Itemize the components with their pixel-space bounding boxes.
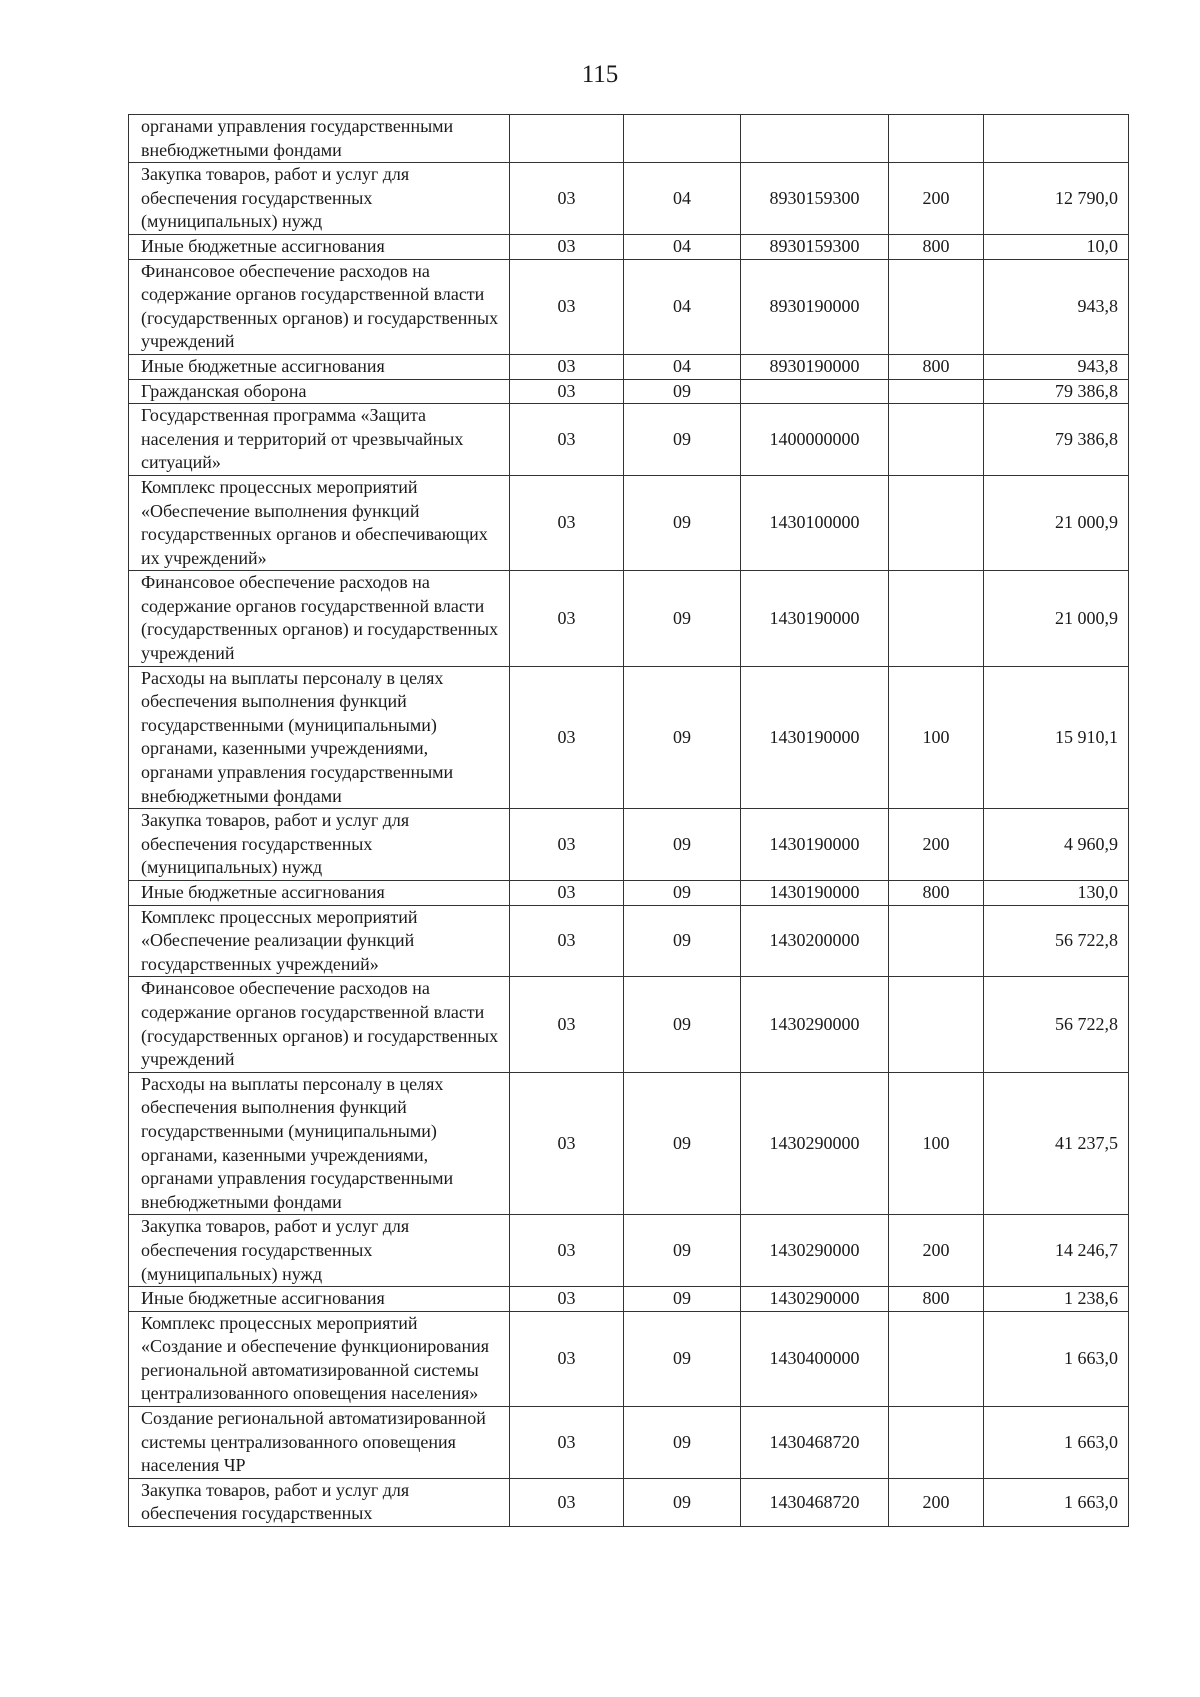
subsection-code-cell xyxy=(624,115,741,163)
expense-name-cell: Закупка товаров, работ и услуг для обеспечения государственных (муниципальных) нужд xyxy=(129,163,510,235)
section-code-cell: 03 xyxy=(510,881,624,906)
expense-type-code-cell: 800 xyxy=(889,234,984,259)
subsection-code-cell: 09 xyxy=(624,905,741,977)
target-item-code-cell: 1430100000 xyxy=(741,475,889,570)
expense-name-cell: Иные бюджетные ассигнования xyxy=(129,881,510,906)
amount-cell: 56 722,8 xyxy=(984,905,1129,977)
expense-type-code-cell xyxy=(889,977,984,1072)
table-row xyxy=(129,1407,1129,1479)
table-row xyxy=(129,905,1129,977)
expense-type-code-cell xyxy=(889,475,984,570)
page-number: 115 xyxy=(581,61,619,88)
target-item-code-cell: 1430290000 xyxy=(741,977,889,1072)
table-row xyxy=(129,809,1129,881)
expense-type-code-cell: 100 xyxy=(889,1072,984,1215)
table-row xyxy=(129,234,1129,259)
table-row xyxy=(129,571,1129,666)
expense-name-cell: Финансовое обеспечение расходов на содержание органов государственной власти (государственных органов) и государственных учреждений xyxy=(129,571,510,666)
table-row xyxy=(129,1215,1129,1287)
expense-name-cell: Закупка товаров, работ и услуг для обеспечения государственных xyxy=(129,1478,510,1526)
subsection-code-cell: 09 xyxy=(624,475,741,570)
subsection-code-cell: 09 xyxy=(624,881,741,906)
amount-cell: 130,0 xyxy=(984,881,1129,906)
expense-name-cell: Расходы на выплаты персоналу в целях обеспечения выполнения функций государственными (муниципальными) органами, казенными учреждениями, органами управления государственными внебюджетными фондами xyxy=(129,666,510,809)
subsection-code-cell: 04 xyxy=(624,234,741,259)
expense-name-cell: Иные бюджетные ассигнования xyxy=(129,1287,510,1312)
table-row xyxy=(129,1311,1129,1406)
expense-name-cell: Комплекс процессных мероприятий «Обеспечение выполнения функций государственных органов и обеспечивающих их учреждений» xyxy=(129,475,510,570)
expense-type-code-cell xyxy=(889,379,984,404)
target-item-code-cell: 1400000000 xyxy=(741,404,889,476)
expense-name-cell: органами управления государственными внебюджетными фондами xyxy=(129,115,510,163)
expense-name-cell: Финансовое обеспечение расходов на содержание органов государственной власти (государственных органов) и государственных учреждений xyxy=(129,977,510,1072)
target-item-code-cell: 1430468720 xyxy=(741,1407,889,1479)
target-item-code-cell: 1430200000 xyxy=(741,905,889,977)
section-code-cell: 03 xyxy=(510,571,624,666)
section-code-cell: 03 xyxy=(510,259,624,354)
expense-type-code-cell xyxy=(889,571,984,666)
subsection-code-cell: 09 xyxy=(624,1407,741,1479)
target-item-code-cell: 1430290000 xyxy=(741,1215,889,1287)
expense-type-code-cell xyxy=(889,404,984,476)
amount-cell xyxy=(984,115,1129,163)
amount-cell: 21 000,9 xyxy=(984,571,1129,666)
amount-cell: 56 722,8 xyxy=(984,977,1129,1072)
target-item-code-cell: 8930190000 xyxy=(741,259,889,354)
table-row xyxy=(129,977,1129,1072)
section-code-cell: 03 xyxy=(510,1287,624,1312)
target-item-code-cell: 8930190000 xyxy=(741,354,889,379)
table-row xyxy=(129,354,1129,379)
expense-name-cell: Государственная программа «Защита населения и территорий от чрезвычайных ситуаций» xyxy=(129,404,510,476)
expense-name-cell: Комплекс процессных мероприятий «Создание и обеспечение функционирования региональной автоматизированной системы централизованного оповещения населения» xyxy=(129,1311,510,1406)
section-code-cell: 03 xyxy=(510,404,624,476)
amount-cell: 10,0 xyxy=(984,234,1129,259)
amount-cell: 21 000,9 xyxy=(984,475,1129,570)
subsection-code-cell: 09 xyxy=(624,1215,741,1287)
section-code-cell: 03 xyxy=(510,354,624,379)
expense-type-code-cell xyxy=(889,1407,984,1479)
expense-name-cell: Расходы на выплаты персоналу в целях обеспечения выполнения функций государственными (муниципальными) органами, казенными учреждениями, органами управления государственными внебюджетными фондами xyxy=(129,1072,510,1215)
table-row xyxy=(129,163,1129,235)
amount-cell: 79 386,8 xyxy=(984,404,1129,476)
expense-type-code-cell: 200 xyxy=(889,163,984,235)
amount-cell: 12 790,0 xyxy=(984,163,1129,235)
expense-type-code-cell: 200 xyxy=(889,1215,984,1287)
amount-cell: 1 663,0 xyxy=(984,1311,1129,1406)
table-row xyxy=(129,259,1129,354)
section-code-cell xyxy=(510,115,624,163)
subsection-code-cell: 09 xyxy=(624,1478,741,1526)
target-item-code-cell: 1430190000 xyxy=(741,571,889,666)
amount-cell: 1 238,6 xyxy=(984,1287,1129,1312)
target-item-code-cell: 1430290000 xyxy=(741,1287,889,1312)
target-item-code-cell: 1430190000 xyxy=(741,666,889,809)
expense-name-cell: Закупка товаров, работ и услуг для обеспечения государственных (муниципальных) нужд xyxy=(129,809,510,881)
expense-type-code-cell xyxy=(889,259,984,354)
subsection-code-cell: 09 xyxy=(624,666,741,809)
section-code-cell: 03 xyxy=(510,1478,624,1526)
section-code-cell: 03 xyxy=(510,1407,624,1479)
section-code-cell: 03 xyxy=(510,1215,624,1287)
expense-name-cell: Создание региональной автоматизированной системы централизованного оповещения населения ЧР xyxy=(129,1407,510,1479)
table-row xyxy=(129,404,1129,476)
table-row xyxy=(129,1072,1129,1215)
section-code-cell: 03 xyxy=(510,379,624,404)
section-code-cell: 03 xyxy=(510,809,624,881)
target-item-code-cell: 1430190000 xyxy=(741,809,889,881)
target-item-code-cell: 1430190000 xyxy=(741,881,889,906)
subsection-code-cell: 04 xyxy=(624,163,741,235)
subsection-code-cell: 09 xyxy=(624,571,741,666)
section-code-cell: 03 xyxy=(510,905,624,977)
amount-cell: 1 663,0 xyxy=(984,1478,1129,1526)
subsection-code-cell: 04 xyxy=(624,354,741,379)
expense-type-code-cell: 800 xyxy=(889,1287,984,1312)
target-item-code-cell: 8930159300 xyxy=(741,163,889,235)
expense-name-cell: Финансовое обеспечение расходов на содержание органов государственной власти (государственных органов) и государственных учреждений xyxy=(129,259,510,354)
section-code-cell: 03 xyxy=(510,666,624,809)
expense-type-code-cell: 200 xyxy=(889,809,984,881)
section-code-cell: 03 xyxy=(510,977,624,1072)
table-row xyxy=(129,379,1129,404)
subsection-code-cell: 09 xyxy=(624,977,741,1072)
expense-name-cell: Иные бюджетные ассигнования xyxy=(129,354,510,379)
table-row xyxy=(129,475,1129,570)
subsection-code-cell: 04 xyxy=(624,259,741,354)
table-row xyxy=(129,115,1129,163)
target-item-code-cell: 1430468720 xyxy=(741,1478,889,1526)
budget-table xyxy=(128,114,1129,1527)
amount-cell: 943,8 xyxy=(984,354,1129,379)
expense-type-code-cell: 100 xyxy=(889,666,984,809)
section-code-cell: 03 xyxy=(510,163,624,235)
target-item-code-cell xyxy=(741,115,889,163)
amount-cell: 15 910,1 xyxy=(984,666,1129,809)
expense-type-code-cell: 200 xyxy=(889,1478,984,1526)
table-row xyxy=(129,1287,1129,1312)
target-item-code-cell xyxy=(741,379,889,404)
section-code-cell: 03 xyxy=(510,1311,624,1406)
target-item-code-cell: 1430400000 xyxy=(741,1311,889,1406)
amount-cell: 41 237,5 xyxy=(984,1072,1129,1215)
subsection-code-cell: 09 xyxy=(624,379,741,404)
expense-type-code-cell xyxy=(889,1311,984,1406)
expense-type-code-cell xyxy=(889,905,984,977)
expense-name-cell: Комплекс процессных мероприятий «Обеспечение реализации функций государственных учреждений» xyxy=(129,905,510,977)
expense-name-cell: Закупка товаров, работ и услуг для обеспечения государственных (муниципальных) нужд xyxy=(129,1215,510,1287)
amount-cell: 1 663,0 xyxy=(984,1407,1129,1479)
expense-type-code-cell: 800 xyxy=(889,881,984,906)
subsection-code-cell: 09 xyxy=(624,1287,741,1312)
amount-cell: 943,8 xyxy=(984,259,1129,354)
expense-type-code-cell xyxy=(889,115,984,163)
subsection-code-cell: 09 xyxy=(624,404,741,476)
subsection-code-cell: 09 xyxy=(624,1072,741,1215)
amount-cell: 79 386,8 xyxy=(984,379,1129,404)
table-row xyxy=(129,881,1129,906)
subsection-code-cell: 09 xyxy=(624,1311,741,1406)
expense-name-cell: Иные бюджетные ассигнования xyxy=(129,234,510,259)
section-code-cell: 03 xyxy=(510,1072,624,1215)
budget-table-body xyxy=(129,115,1129,1527)
target-item-code-cell: 1430290000 xyxy=(741,1072,889,1215)
expense-type-code-cell: 800 xyxy=(889,354,984,379)
section-code-cell: 03 xyxy=(510,234,624,259)
table-row xyxy=(129,1478,1129,1526)
subsection-code-cell: 09 xyxy=(624,809,741,881)
target-item-code-cell: 8930159300 xyxy=(741,234,889,259)
amount-cell: 14 246,7 xyxy=(984,1215,1129,1287)
amount-cell: 4 960,9 xyxy=(984,809,1129,881)
expense-name-cell: Гражданская оборона xyxy=(129,379,510,404)
table-row xyxy=(129,666,1129,809)
section-code-cell: 03 xyxy=(510,475,624,570)
